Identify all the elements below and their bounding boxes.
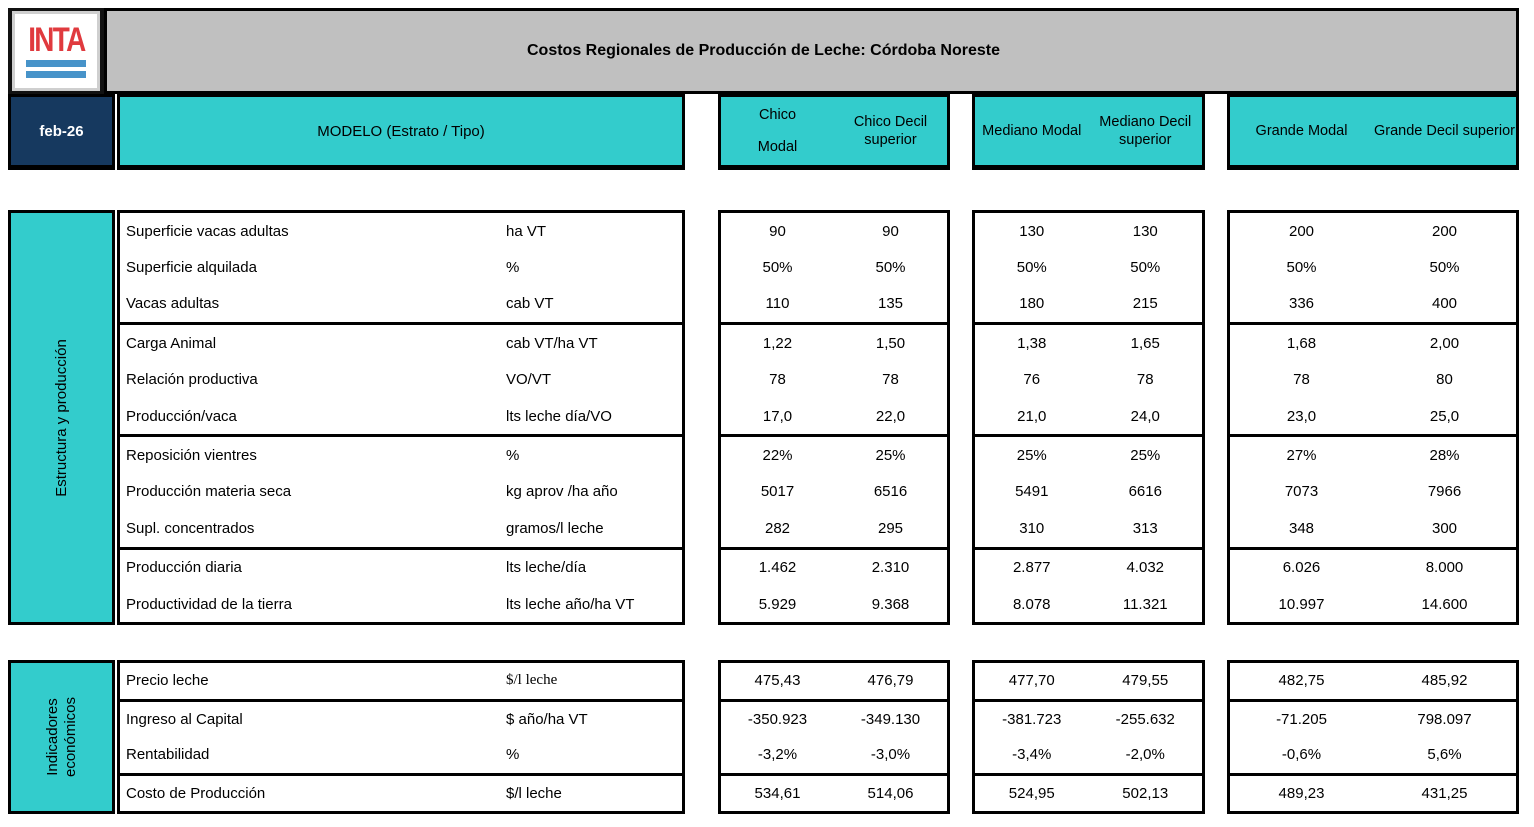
table-row — [1230, 663, 1516, 699]
row-group — [972, 210, 1205, 325]
row-label: Carga Animal — [126, 334, 217, 352]
value-cell: 6516 — [873, 483, 908, 501]
column-header-line: Mediano Decil — [1099, 113, 1192, 130]
value-cell: 78 — [769, 371, 786, 389]
row-label: Ingreso al Capital — [126, 710, 243, 728]
table-row — [120, 510, 682, 546]
table-row — [975, 325, 1202, 361]
value-cell: 25,0 — [1429, 407, 1460, 425]
table-row — [721, 776, 947, 812]
value-cell: 27% — [1286, 447, 1317, 465]
table-row — [975, 249, 1202, 285]
row-group — [1227, 210, 1519, 325]
table-row — [975, 737, 1202, 773]
value-cell: 479,55 — [1122, 672, 1169, 690]
table-row — [721, 286, 947, 322]
row-group — [1227, 660, 1519, 702]
value-cell: 50% — [1429, 259, 1460, 277]
row-group — [117, 547, 685, 626]
value-block — [718, 660, 950, 814]
value-cell: 78 — [882, 371, 899, 389]
table-row — [1230, 249, 1516, 285]
value-cell: 8.078 — [1012, 595, 1051, 613]
value-cell: 1,22 — [762, 334, 793, 352]
table-row — [975, 702, 1202, 738]
value-cell: 25% — [1016, 447, 1047, 465]
value-cell: -3,0% — [870, 746, 911, 764]
section-title-line: Indicadores — [43, 698, 61, 776]
row-label: Superficie alquilada — [126, 259, 257, 277]
row-group — [1227, 699, 1519, 776]
table-row — [721, 474, 947, 510]
value-cell: 482,75 — [1278, 672, 1325, 690]
table-row — [975, 474, 1202, 510]
row-group — [117, 434, 685, 549]
value-cell: 50% — [1016, 259, 1047, 277]
row-unit: $/l leche — [506, 672, 558, 689]
row-label: Producción diaria — [126, 559, 242, 577]
value-cell: 11.321 — [1122, 595, 1168, 613]
value-block — [718, 210, 950, 625]
table-row — [120, 249, 682, 285]
value-cell: -381.723 — [1002, 710, 1062, 728]
value-cell: 534,61 — [754, 784, 801, 802]
value-cell: 1,38 — [1017, 334, 1047, 352]
table-row — [975, 776, 1202, 812]
table-row — [120, 286, 682, 322]
value-cell: 7966 — [1427, 483, 1462, 501]
value-block — [1227, 660, 1519, 814]
column-header-line: Chico Decil — [853, 113, 928, 130]
model-header: MODELO (Estrato / Tipo) — [117, 94, 685, 170]
table-row — [120, 776, 682, 812]
row-group — [972, 773, 1205, 815]
row-unit: lts leche año/ha VT — [506, 595, 635, 613]
row-group — [1227, 773, 1519, 815]
value-cell: 4.032 — [1126, 559, 1165, 577]
table-row — [1230, 437, 1516, 473]
column-header — [721, 97, 834, 165]
value-cell: 10.997 — [1278, 595, 1325, 613]
value-cell: 7073 — [1284, 483, 1319, 501]
value-cell: 400 — [1431, 295, 1458, 313]
row-unit: ha VT — [506, 222, 547, 240]
table-row — [721, 737, 947, 773]
value-cell: 1,68 — [1286, 334, 1317, 352]
table-row — [120, 325, 682, 361]
row-unit: $ año/ha VT — [506, 710, 588, 728]
table-row — [975, 550, 1202, 586]
table-row — [120, 474, 682, 510]
row-label: Costo de Producción — [126, 784, 266, 802]
row-group — [972, 322, 1205, 437]
row-group — [117, 322, 685, 437]
table-row — [1230, 286, 1516, 322]
value-cell: 50% — [1286, 259, 1317, 277]
value-cell: 2.310 — [871, 559, 910, 577]
row-group — [972, 547, 1205, 626]
value-cell: 282 — [764, 519, 791, 537]
row-group — [117, 660, 685, 702]
table-row — [975, 398, 1202, 434]
table-row — [1230, 550, 1516, 586]
value-cell: 6.026 — [1282, 559, 1321, 577]
row-group — [972, 434, 1205, 549]
value-cell: 798.097 — [1417, 710, 1472, 728]
table-row — [1230, 325, 1516, 361]
table-row — [1230, 586, 1516, 622]
value-cell: 90 — [769, 222, 786, 240]
row-unit: % — [506, 746, 520, 764]
row-unit: % — [506, 447, 520, 465]
value-cell: 2,00 — [1429, 334, 1460, 352]
table-row — [721, 249, 947, 285]
table-row — [721, 510, 947, 546]
table-row — [120, 550, 682, 586]
value-cell: 6616 — [1128, 483, 1162, 501]
value-cell: 200 — [1431, 222, 1458, 240]
row-unit: kg aprov /ha año — [506, 483, 618, 501]
table-row — [1230, 398, 1516, 434]
column-header-line: superior — [1119, 132, 1172, 148]
row-group — [718, 773, 950, 815]
row-group — [117, 773, 685, 815]
table-row — [721, 586, 947, 622]
value-cell: 22% — [762, 447, 793, 465]
table-row — [120, 437, 682, 473]
inta-logo-text: INTA — [27, 20, 85, 59]
column-header-line: Grande Decil superior — [1373, 122, 1516, 139]
table-row — [975, 362, 1202, 398]
value-cell: 50% — [1130, 259, 1161, 277]
table-row — [975, 437, 1202, 473]
value-cell: -0,6% — [1281, 746, 1322, 764]
row-unit: % — [506, 259, 520, 277]
column-group-header — [972, 94, 1205, 170]
value-cell: 5,6% — [1427, 746, 1462, 764]
column-group-header — [718, 94, 950, 170]
table-row — [120, 362, 682, 398]
table-row — [721, 550, 947, 586]
value-cell: 78 — [1293, 371, 1310, 389]
value-cell: 110 — [765, 295, 790, 313]
value-cell: 24,0 — [1130, 407, 1160, 425]
page-title: Costos Regionales de Producción de Leche: Córdoba Noreste — [527, 42, 1000, 59]
row-group — [972, 660, 1205, 702]
value-cell: -71.205 — [1276, 710, 1327, 728]
value-cell: -3,4% — [1012, 746, 1052, 764]
row-label: Reposición vientres — [126, 447, 257, 465]
value-cell: 14.600 — [1421, 595, 1468, 613]
row-label: Rentabilidad — [126, 746, 210, 764]
table-row — [721, 325, 947, 361]
value-cell: 90 — [882, 222, 899, 240]
table-row — [1230, 362, 1516, 398]
row-group — [718, 322, 950, 437]
table-row — [975, 213, 1202, 249]
value-cell: 524,95 — [1008, 784, 1055, 802]
row-group — [1227, 547, 1519, 626]
value-cell: 5491 — [1015, 483, 1049, 501]
value-cell: 5.929 — [758, 595, 797, 613]
value-cell: 300 — [1431, 519, 1458, 537]
value-cell: 50% — [875, 259, 906, 277]
row-group — [117, 210, 685, 325]
value-cell: 200 — [1288, 222, 1315, 240]
column-header-line: Grande Modal — [1255, 122, 1348, 139]
table-row — [1230, 213, 1516, 249]
value-cell: 180 — [1019, 295, 1045, 313]
column-header — [975, 97, 1089, 165]
value-cell: -349.130 — [860, 710, 921, 728]
row-group — [117, 699, 685, 776]
date-cell: feb-26 — [8, 94, 115, 170]
value-cell: 477,70 — [1008, 672, 1055, 690]
table-row — [120, 737, 682, 773]
value-cell: -3,2% — [757, 746, 798, 764]
table-row — [1230, 702, 1516, 738]
value-cell: 1,50 — [875, 334, 906, 352]
row-label: Superficie vacas adultas — [126, 222, 289, 240]
row-label: Producción/vaca — [126, 407, 237, 425]
table-row — [1230, 474, 1516, 510]
section-title — [53, 339, 71, 497]
value-cell: 17,0 — [762, 407, 793, 425]
value-cell: 310 — [1019, 519, 1045, 537]
row-unit: VO/VT — [506, 371, 552, 389]
table-row — [721, 702, 947, 738]
row-unit: $/l leche — [506, 784, 562, 802]
row-group — [718, 434, 950, 549]
value-cell: 336 — [1288, 295, 1315, 313]
value-cell: 431,25 — [1421, 784, 1468, 802]
value-cell: 25% — [875, 447, 906, 465]
section-sidebar — [8, 210, 115, 625]
value-cell: -350.923 — [747, 710, 808, 728]
value-cell: 2.877 — [1012, 559, 1051, 577]
column-header-line: Modal — [757, 138, 798, 155]
section-sidebar — [8, 660, 115, 814]
table-row — [120, 398, 682, 434]
value-cell: 8.000 — [1425, 559, 1464, 577]
labels-table — [117, 210, 685, 625]
table-row — [975, 586, 1202, 622]
value-block — [1227, 210, 1519, 625]
value-cell: 295 — [877, 519, 904, 537]
value-cell: -2,0% — [1125, 746, 1165, 764]
value-block — [972, 210, 1205, 625]
table-row — [120, 213, 682, 249]
column-header-line: superior — [864, 132, 917, 148]
row-unit: gramos/l leche — [506, 519, 604, 537]
value-cell: 313 — [1132, 519, 1158, 537]
value-cell: 21,0 — [1017, 407, 1047, 425]
value-cell: 23,0 — [1286, 407, 1317, 425]
table-row — [721, 437, 947, 473]
section-title-line: Estructura y producción — [52, 338, 70, 497]
row-unit: lts leche/día — [506, 559, 587, 577]
column-header — [834, 97, 947, 165]
table-row — [1230, 737, 1516, 773]
value-cell: 135 — [877, 295, 904, 313]
value-cell: -255.632 — [1115, 710, 1175, 728]
table-row — [120, 586, 682, 622]
section-title-line: económicos — [61, 696, 79, 778]
table-row — [975, 510, 1202, 546]
table-row — [721, 398, 947, 434]
value-cell: 215 — [1132, 295, 1158, 313]
value-cell: 130 — [1132, 222, 1158, 240]
value-cell: 76 — [1023, 371, 1041, 389]
table-row — [721, 362, 947, 398]
row-group — [718, 547, 950, 626]
column-header — [1089, 97, 1203, 165]
value-cell: 9.368 — [871, 595, 910, 613]
value-cell: 485,92 — [1421, 672, 1468, 690]
value-cell: 22,0 — [875, 407, 906, 425]
table-row — [1230, 776, 1516, 812]
table-row — [120, 702, 682, 738]
column-group-header — [1227, 94, 1519, 170]
column-header — [1230, 97, 1373, 165]
value-cell: 130 — [1019, 222, 1045, 240]
row-label: Producción materia seca — [126, 483, 292, 501]
table-row — [120, 663, 682, 699]
row-label: Vacas adultas — [126, 295, 220, 313]
value-cell: 514,06 — [867, 784, 914, 802]
row-group — [718, 660, 950, 702]
value-cell: 80 — [1436, 371, 1453, 389]
column-header-line: Chico — [758, 107, 797, 123]
value-cell: 78 — [1136, 371, 1154, 389]
value-cell: 348 — [1288, 519, 1315, 537]
value-cell: 25% — [1130, 447, 1161, 465]
row-group — [718, 210, 950, 325]
column-header-line: Mediano Modal — [982, 122, 1082, 139]
value-cell: 50% — [762, 259, 793, 277]
value-cell: 475,43 — [754, 672, 801, 690]
row-unit: cab VT/ha VT — [506, 334, 598, 352]
row-label: Productividad de la tierra — [126, 595, 292, 613]
row-label: Supl. concentrados — [126, 519, 255, 537]
table-row — [1230, 510, 1516, 546]
value-cell: 5017 — [760, 483, 795, 501]
table-row — [975, 286, 1202, 322]
table-row — [975, 663, 1202, 699]
column-header — [1373, 97, 1516, 165]
labels-table — [117, 660, 685, 814]
row-group — [972, 699, 1205, 776]
value-block — [972, 660, 1205, 814]
value-cell: 489,23 — [1278, 784, 1325, 802]
row-label: Precio leche — [126, 672, 209, 690]
value-cell: 28% — [1429, 447, 1460, 465]
row-label: Relación productiva — [126, 371, 258, 389]
section-title — [44, 697, 80, 777]
row-unit: lts leche día/VO — [506, 407, 612, 425]
value-cell: 502,13 — [1122, 784, 1169, 802]
value-cell: 1.462 — [758, 559, 797, 577]
value-cell: 476,79 — [867, 672, 914, 690]
row-group — [1227, 434, 1519, 549]
row-unit: cab VT — [506, 295, 554, 313]
row-group — [718, 699, 950, 776]
value-cell: 1,65 — [1130, 334, 1160, 352]
table-row — [721, 663, 947, 699]
table-row — [721, 213, 947, 249]
row-group — [1227, 322, 1519, 437]
